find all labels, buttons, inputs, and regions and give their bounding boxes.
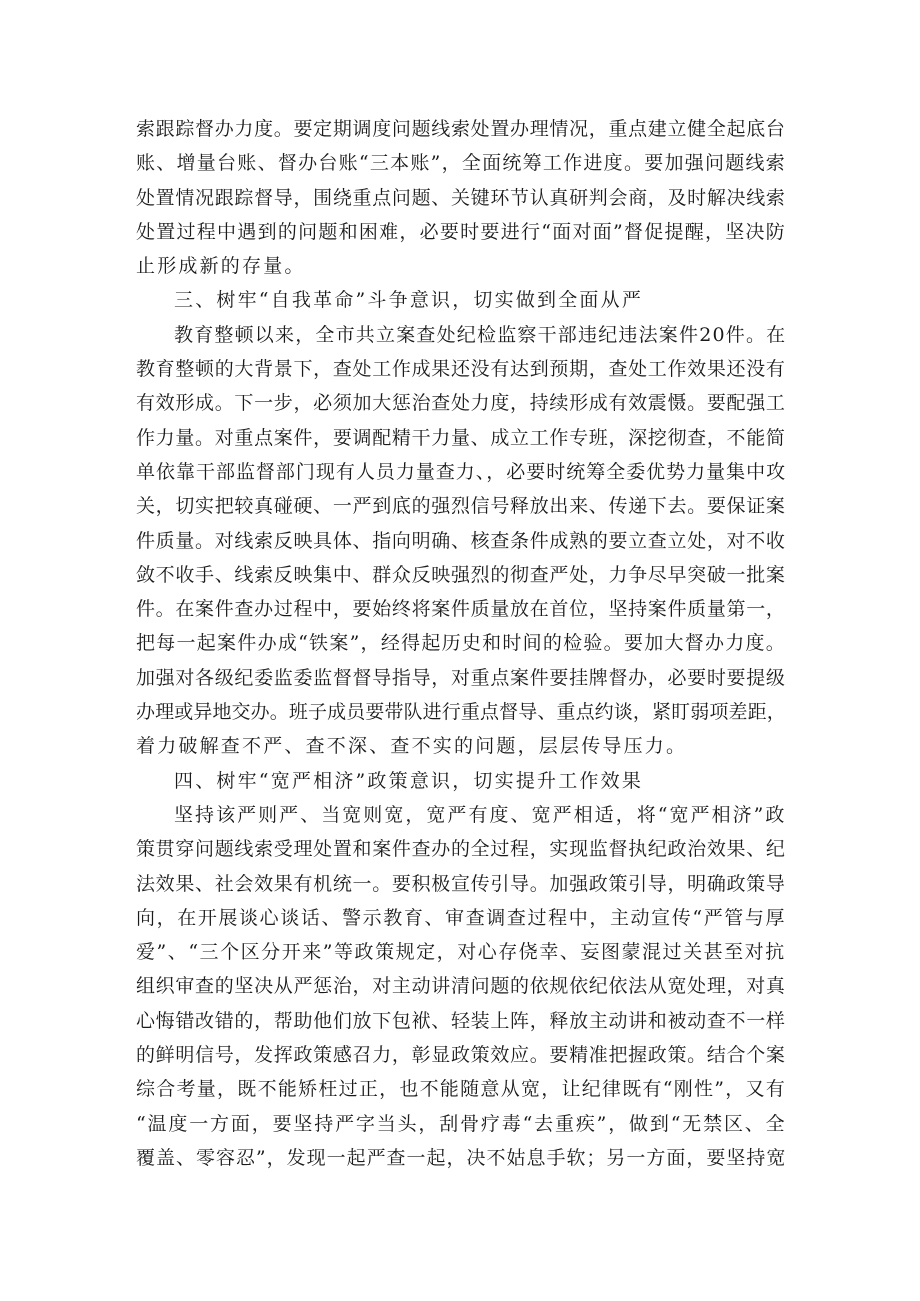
text-line: 单依靠干部监督部门现有人员力量查力、，必要时统筹全委优势力量集中攻 bbox=[136, 460, 787, 483]
text-line: 处置过程中遇到的问题和困难，必要时要进行“面对面”督促提醒，坚决防 bbox=[136, 220, 787, 243]
text-line: 把每一起案件办成“铁案”，经得起历史和时间的检验。要加大督办力度。 bbox=[136, 632, 787, 655]
text-line: 办理或异地交办。班子成员要带队进行重点督导、重点约谈，紧盯弱项差距， bbox=[136, 701, 786, 724]
text-line: 有效形成。下一步，必须加大惩治查处力度，持续形成有效震慑。要配强工 bbox=[136, 392, 786, 415]
paragraph-start: 教育整顿以来，全市共立案查处纪检监察干部违纪违法案件20件。在 bbox=[174, 323, 787, 346]
text-line: 敛不收手、线索反映集中、群众反映强烈的彻查严处，力争尽早突破一批案 bbox=[136, 563, 786, 586]
text-line: 作力量。对重点案件，要调配精干力量、成立工作专班，深挖彻查，不能简 bbox=[136, 426, 786, 449]
text-line: 组织审查的坚决从严惩治，对主动讲清问题的依规依纪依法从宽处理，对真 bbox=[136, 975, 786, 998]
text-line: 综合考量，既不能矫枉过正，也不能随意从宽，让纪律既有“刚性”，又有 bbox=[136, 1078, 787, 1101]
text-line: 覆盖、零容忍”，发现一起严查一起，决不姑息手软；另一方面，要坚持宽 bbox=[136, 1146, 787, 1169]
document-page bbox=[136, 112, 786, 1175]
text-line: 法效果、社会效果有机统一。要积极宣传引导。加强政策引导，明确政策导 bbox=[136, 872, 786, 895]
text-line: 件质量。对线索反映具体、指向明确、核查条件成熟的要立查立处，对不收 bbox=[136, 529, 786, 552]
text-line: 处置情况跟踪督导，围绕重点问题、关键环节认真研判会商，及时解决线索 bbox=[136, 186, 786, 209]
text-line: 教育整顿的大背景下，查处工作成果还没有达到预期，查处工作效果还没有 bbox=[136, 358, 786, 381]
text-line: 着力破解查不严、查不深、查不实的问题，层层传导压力。 bbox=[136, 735, 688, 758]
text-line: 心悔错改错的，帮助他们放下包袱、轻装上阵，释放主动讲和被动查不一样 bbox=[136, 1009, 786, 1032]
text-line: 向，在开展谈心谈话、警示教育、审查调查过程中，主动宣传“严管与厚 bbox=[136, 906, 787, 929]
text-line: 件。在案件查办过程中，要始终将案件质量放在首位，坚持案件质量第一， bbox=[136, 598, 786, 621]
text-line: 止形成新的存量。 bbox=[136, 255, 306, 278]
text-line: 账、增量台账、督办台账“三本账”，全面统筹工作进度。要加强问题线索 bbox=[136, 152, 787, 175]
section-heading-4: 四、树牢“宽严相济”政策意识，切实提升工作效果 bbox=[174, 769, 644, 792]
text-line: 策贯穿问题线索受理处置和案件查办的全过程，实现监督执纪政治效果、纪 bbox=[136, 838, 786, 861]
text-line: 的鲜明信号，发挥政策感召力，彰显政策效应。要精准把握政策。结合个案 bbox=[136, 1044, 786, 1067]
text-line: 爱”、“三个区分开来”等政策规定，对心存侥幸、妄图蒙混过关甚至对抗 bbox=[136, 941, 786, 964]
text-line: 加强对各级纪委监委监督督导指导，对重点案件要挂牌督办，必要时要提级 bbox=[136, 666, 786, 689]
text-line: “温度一方面，要坚持严字当头，刮骨疗毒“去重疾”，做到“无禁区、全 bbox=[136, 1112, 787, 1135]
section-heading-3: 三、树牢“自我革命”斗争意识，切实做到全面从严 bbox=[174, 289, 644, 312]
text-line: 关，切实把较真碰硬、一严到底的强烈信号释放出来、传递下去。要保证案 bbox=[136, 495, 786, 518]
text-line: 索跟踪督办力度。要定期调度问题线索处置办理情况，重点建立健全起底台 bbox=[136, 118, 786, 140]
paragraph-start: 坚持该严则严、当宽则宽，宽严有度、宽严相适，将“宽严相济”政 bbox=[174, 803, 787, 826]
